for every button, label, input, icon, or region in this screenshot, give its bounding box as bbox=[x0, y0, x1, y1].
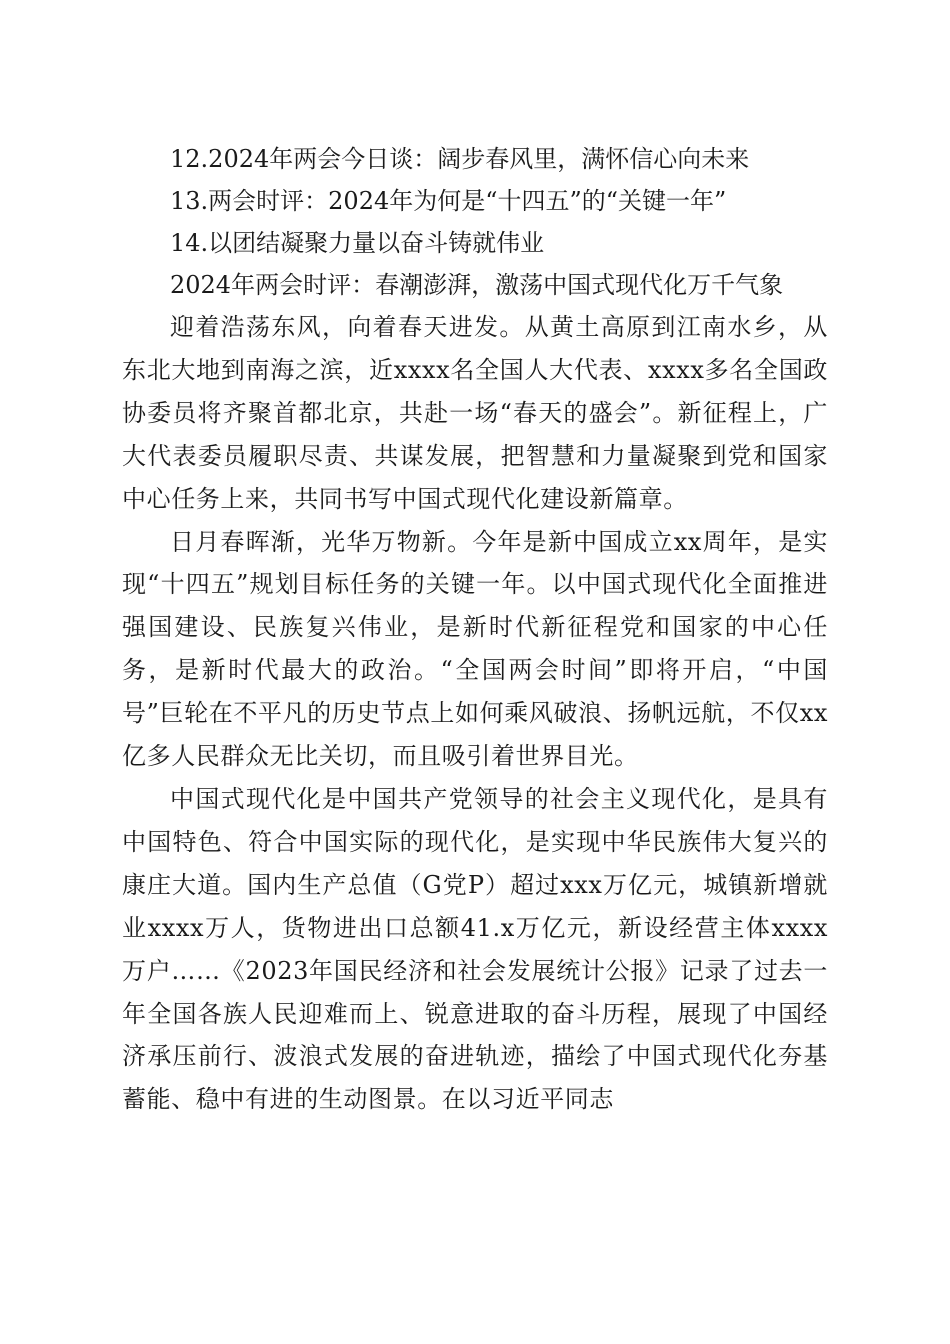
paragraph-2: 日月春晖渐，光华万物新。今年是新中国成立xx周年，是实现“十四五”规划目标任务的关键一年。以中国式现代化全面推进强国建设、民族复兴伟业，是新时代新征程党和国家的中心任务，是新时代最大的政治。“全国两会时间”即将开启，“中国号”巨轮在不平凡的历史节点上如何乘风破浪、扬帆远航，不仅xx亿多人民群众无比关切，而且吸引着世界目光。 bbox=[122, 527, 828, 771]
paragraph-1: 迎着浩荡东风，向着春天进发。从黄土高原到江南水乡，从东北大地到南海之滨，近xxxx名全国人大代表、xxxx多名全国政协委员将齐聚首都北京，共赴一场“春天的盛会”。新征程上，广大代表委员履职尽责、共谋发展，把智慧和力量凝聚到党和国家中心任务上来，共同书写中国式现代化建设新篇章。 bbox=[122, 313, 828, 513]
document-content bbox=[122, 138, 828, 1121]
article-title: 2024年两会时评：春潮澎湃，激荡中国式现代化万千气象 bbox=[170, 271, 784, 299]
paragraph-3: 中国式现代化是中国共产党领导的社会主义现代化，是具有中国特色、符合中国实际的现代化，是实现中华民族伟大复兴的康庄大道。国内生产总值（G党P）超过xxx万亿元，城镇新增就业xxxx万人，货物进出口总额41.x万亿元，新设经营主体xxxx万户……《2023年国民经济和社会发展统计公报》记录了过去一年全国各族人民迎难而上、锐意进取的奋斗历程，展现了中国经济承压前行、波浪式发展的奋进轨迹，描绘了中国式现代化夯基蓄能、稳中有进的生动图景。在以习近平同志 bbox=[122, 784, 828, 1114]
toc-item-14: 14.以团结凝聚力量以奋斗铸就伟业 bbox=[170, 229, 545, 257]
toc-item-13: 13.两会时评：2024年为何是“十四五”的“关键一年” bbox=[170, 187, 727, 215]
toc-item-12: 12.2024年两会今日谈：阔步春风里，满怀信心向未来 bbox=[170, 145, 750, 173]
